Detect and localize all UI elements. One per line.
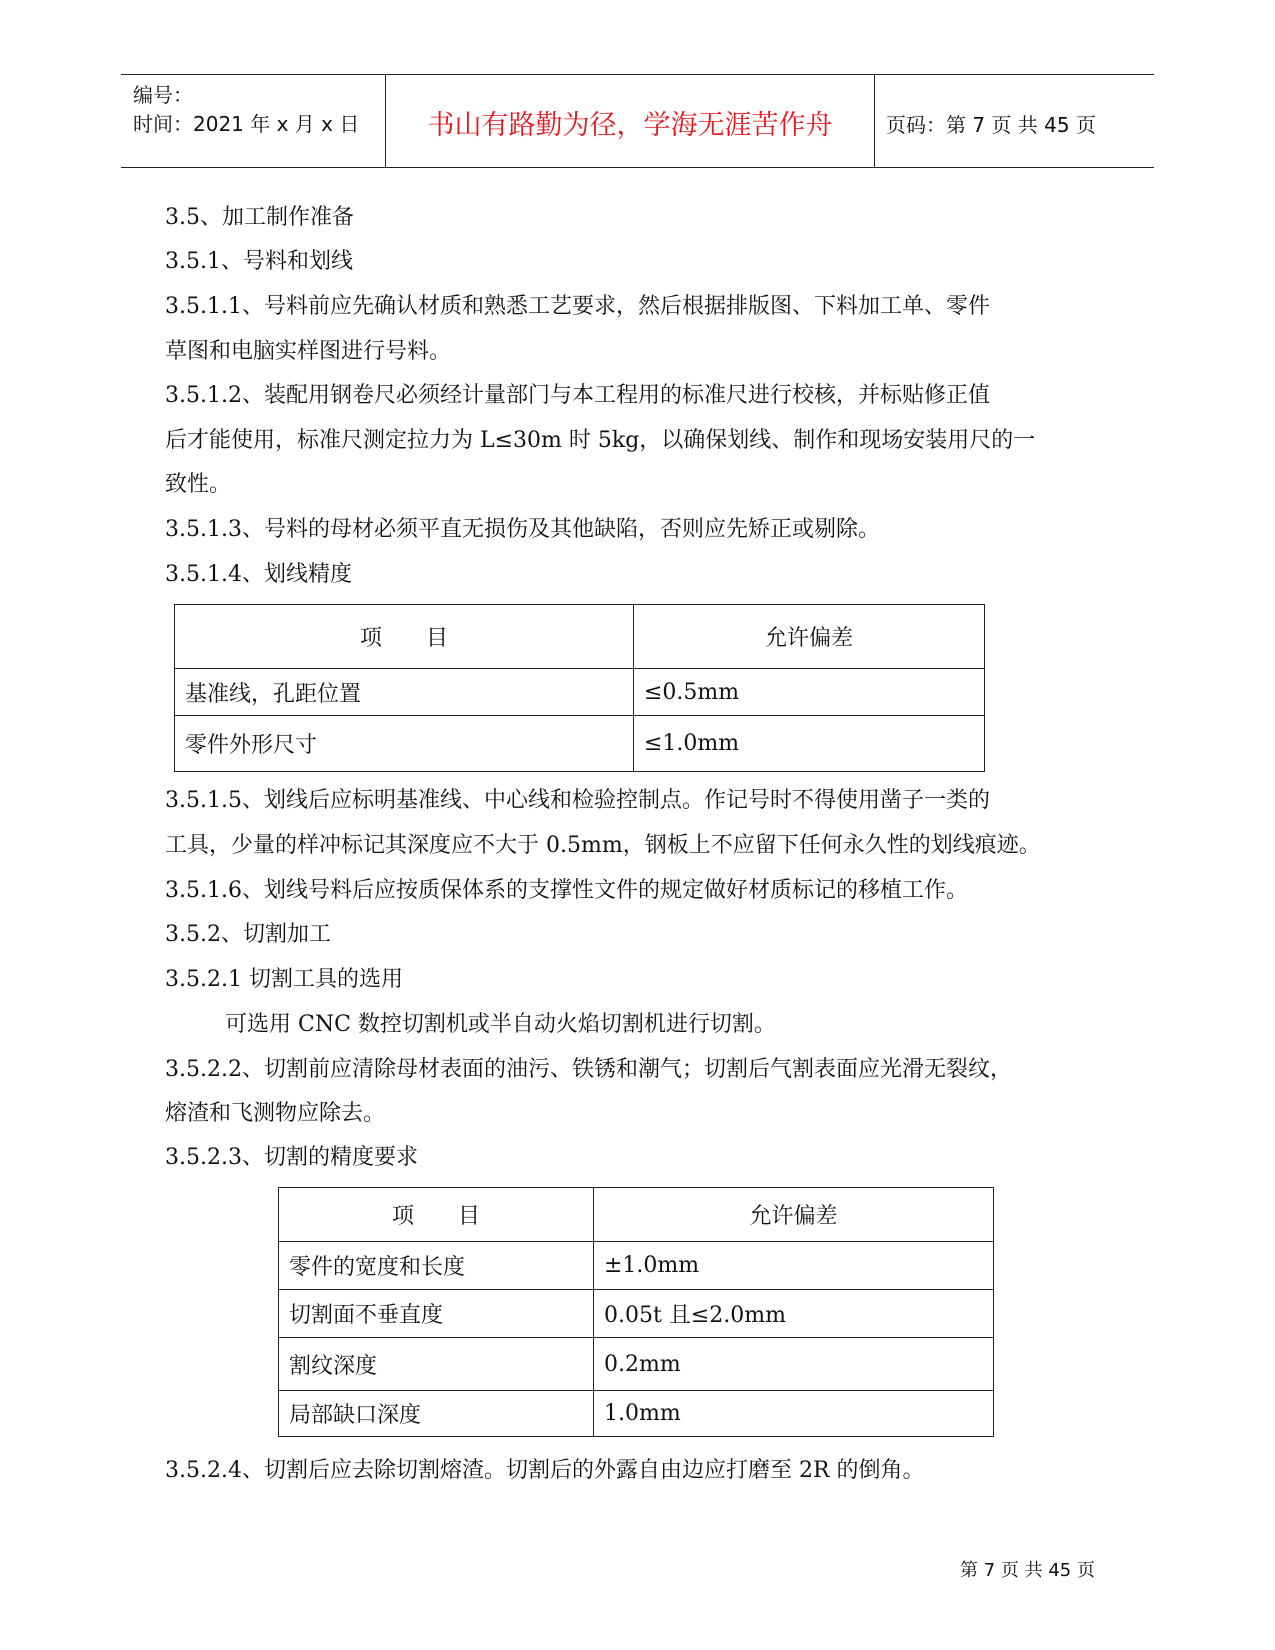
table-header-row <box>279 1188 994 1242</box>
table-cell: 1.0mm <box>594 1391 994 1437</box>
table-cell: 零件外形尺寸 <box>175 716 634 772</box>
header-motto: 书山有路勤为径，学海无涯苦作舟 <box>427 110 833 141</box>
subsection-heading: 3.5.2、切割加工 <box>165 922 331 947</box>
page-footer: 第 7 页 共 45 页 <box>960 1560 1095 1581</box>
table-header-row <box>175 605 985 669</box>
table-cell: 0.05t 且≤2.0mm <box>594 1290 994 1338</box>
table-header-cell: 允许偏差 <box>634 605 985 669</box>
table-header-cell: 允许偏差 <box>594 1188 994 1242</box>
table-cell: ≤1.0mm <box>634 716 985 772</box>
paragraph-line: 3.5.1.5、划线后应标明基准线、中心线和检验控制点。作记号时不得使用凿子一类的 <box>165 788 990 813</box>
table-header-cell: 项 目 <box>279 1188 594 1242</box>
paragraph-line: 3.5.1.6、划线号料后应按质保体系的支撑性文件的规定做好材质标记的移植工作。 <box>165 878 968 903</box>
table-cell: 切割面不垂直度 <box>279 1290 594 1338</box>
paragraph-line: 3.5.1.1、号料前应先确认材质和熟悉工艺要求，然后根据排版图、下料加工单、零件 <box>165 294 990 319</box>
table-row <box>175 669 985 716</box>
table-row <box>279 1338 994 1391</box>
table-caption: 3.5.1.4、划线精度 <box>165 562 352 587</box>
document-number-label: 编号： <box>133 83 193 107</box>
table-cell: 割纹深度 <box>279 1338 594 1391</box>
section-heading: 3.5、加工制作准备 <box>165 205 354 230</box>
table-row <box>175 716 985 772</box>
paragraph-line: 熔渣和飞测物应除去。 <box>165 1101 386 1126</box>
table-cell: 局部缺口深度 <box>279 1391 594 1437</box>
document-time: 时间：2021 年 x 月 x 日 <box>133 112 360 136</box>
table-cell: ≤0.5mm <box>634 669 985 716</box>
table-cell: 零件的宽度和长度 <box>279 1242 594 1290</box>
table-row <box>279 1391 994 1437</box>
page-header <box>121 74 1154 168</box>
subsection-heading: 3.5.2.1 切割工具的选用 <box>165 967 403 992</box>
marking-precision-table <box>174 604 985 772</box>
header-right-cell <box>874 75 1154 167</box>
paragraph-line: 可选用 CNC 数控切割机或半自动火焰切割机进行切割。 <box>225 1012 776 1037</box>
header-page-info: 页码：第 7 页 共 45 页 <box>886 113 1096 137</box>
paragraph-line: 3.5.1.2、装配用钢卷尺必须经计量部门与本工程用的标准尺进行校核，并标贴修正值 <box>165 383 990 408</box>
table-row <box>279 1242 994 1290</box>
paragraph-line: 3.5.2.2、切割前应清除母材表面的油污、铁锈和潮气；切割后气割表面应光滑无裂纹， <box>165 1057 1012 1082</box>
subsection-heading: 3.5.1、号料和划线 <box>165 249 353 274</box>
table-header-cell: 项 目 <box>175 605 634 669</box>
table-cell: ±1.0mm <box>594 1242 994 1290</box>
table-cell: 0.2mm <box>594 1338 994 1391</box>
paragraph-line: 工具，少量的样冲标记其深度应不大于 0.5mm，钢板上不应留下任何永久性的划线痕迹。 <box>165 833 1041 858</box>
header-center-cell <box>385 75 875 167</box>
header-left-cell <box>121 75 385 167</box>
paragraph-line: 致性。 <box>165 472 232 497</box>
paragraph-line: 后才能使用，标准尺测定拉力为 L≤30m 时 5kg，以确保划线、制作和现场安装用尺的一 <box>165 428 1036 453</box>
table-cell: 基准线，孔距位置 <box>175 669 634 716</box>
paragraph-line: 草图和电脑实样图进行号料。 <box>165 339 452 364</box>
table-caption: 3.5.2.3、切割的精度要求 <box>165 1145 418 1170</box>
paragraph-line: 3.5.2.4、切割后应去除切割熔渣。切割后的外露自由边应打磨至 2R 的倒角。 <box>165 1458 925 1483</box>
paragraph-line: 3.5.1.3、号料的母材必须平直无损伤及其他缺陷，否则应先矫正或剔除。 <box>165 517 880 542</box>
cutting-precision-table <box>278 1187 994 1437</box>
table-row <box>279 1290 994 1338</box>
